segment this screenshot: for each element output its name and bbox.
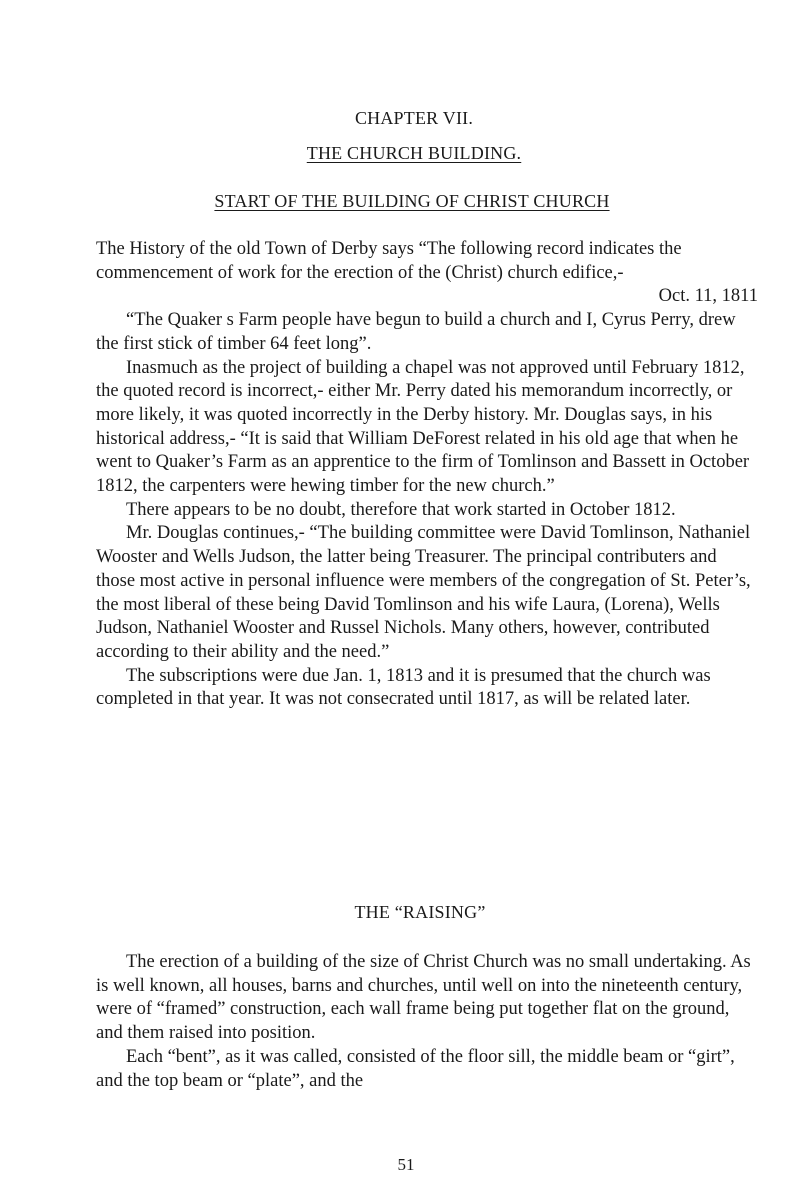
paragraph: Inasmuch as the project of building a chapel was not approved until February 1812, the quoted record is incorrect,- either Mr. Perry dated his memorandum incorrectly, or more likely, it was quoted incorrectly in the Derby history. Mr. Douglas says, in his historical address,- “It is said that William DeForest related in his old age that when he went to Quaker’s Farm as an apprentice to the firm of Tomlinson and Bassett in October 1812, the carpenters were hewing timber for the new church.” [96,357,750,497]
paragraph: Mr. Douglas continues,- “The building committee were David Tomlinson, Nathaniel Wooster and Wells Judson, the latter being Treasurer. The principal contributers and those most active in personal influence were members of the congregation of St. Peter’s, the most liberal of these being David Tomlinson and his wife Laura, (Lorena), Wells Judson, Nathaniel Wooster and Russel Nichols. Many others, however, contributed according to their ability and the need.” [96,523,751,662]
paragraph: The erection of a building of the size of Christ Church was no small undertaking. As is well known, all houses, barns and churches, until well on into the nineteenth century, were of “framed” construction, each wall frame being put together flat on the ground, and them raised into position. [96,952,751,1044]
paragraph: The subscriptions were due Jan. 1, 1813 and it is presumed that the church was completed in that year. It was not consecrated until 1817, as will be related later. [96,665,711,710]
page-number: 51 [397,1155,415,1174]
chapter-title: THE CHURCH BUILDING. [306,143,522,163]
paragraph: Each “bent”, as it was called, consisted of the floor sill, the middle beam or “girt”, and the top beam or “plate”, and the [96,1046,735,1091]
paragraph: “The Quaker s Farm people have begun to build a church and I, Cyrus Perry, drew the first stick of timber 64 feet long”. [96,310,736,354]
section-title: START OF THE BUILDING OF CHRIST CHURCH [214,191,610,211]
record-date: Oct. 11, 1811 [658,286,758,307]
paragraph: The History of the old Town of Derby says “The following record indicates the commencement of work for the erection of the (Christ) church edifice,- [96,239,682,283]
section-heading-raising: THE “RAISING” [354,902,486,922]
paragraph: There appears to be no doubt, therefore that work started in October 1812. [126,499,676,520]
body-text-section-1 [96,238,758,712]
chapter-heading: CHAPTER VII. [354,108,474,128]
body-text-section-2 [96,951,758,1093]
